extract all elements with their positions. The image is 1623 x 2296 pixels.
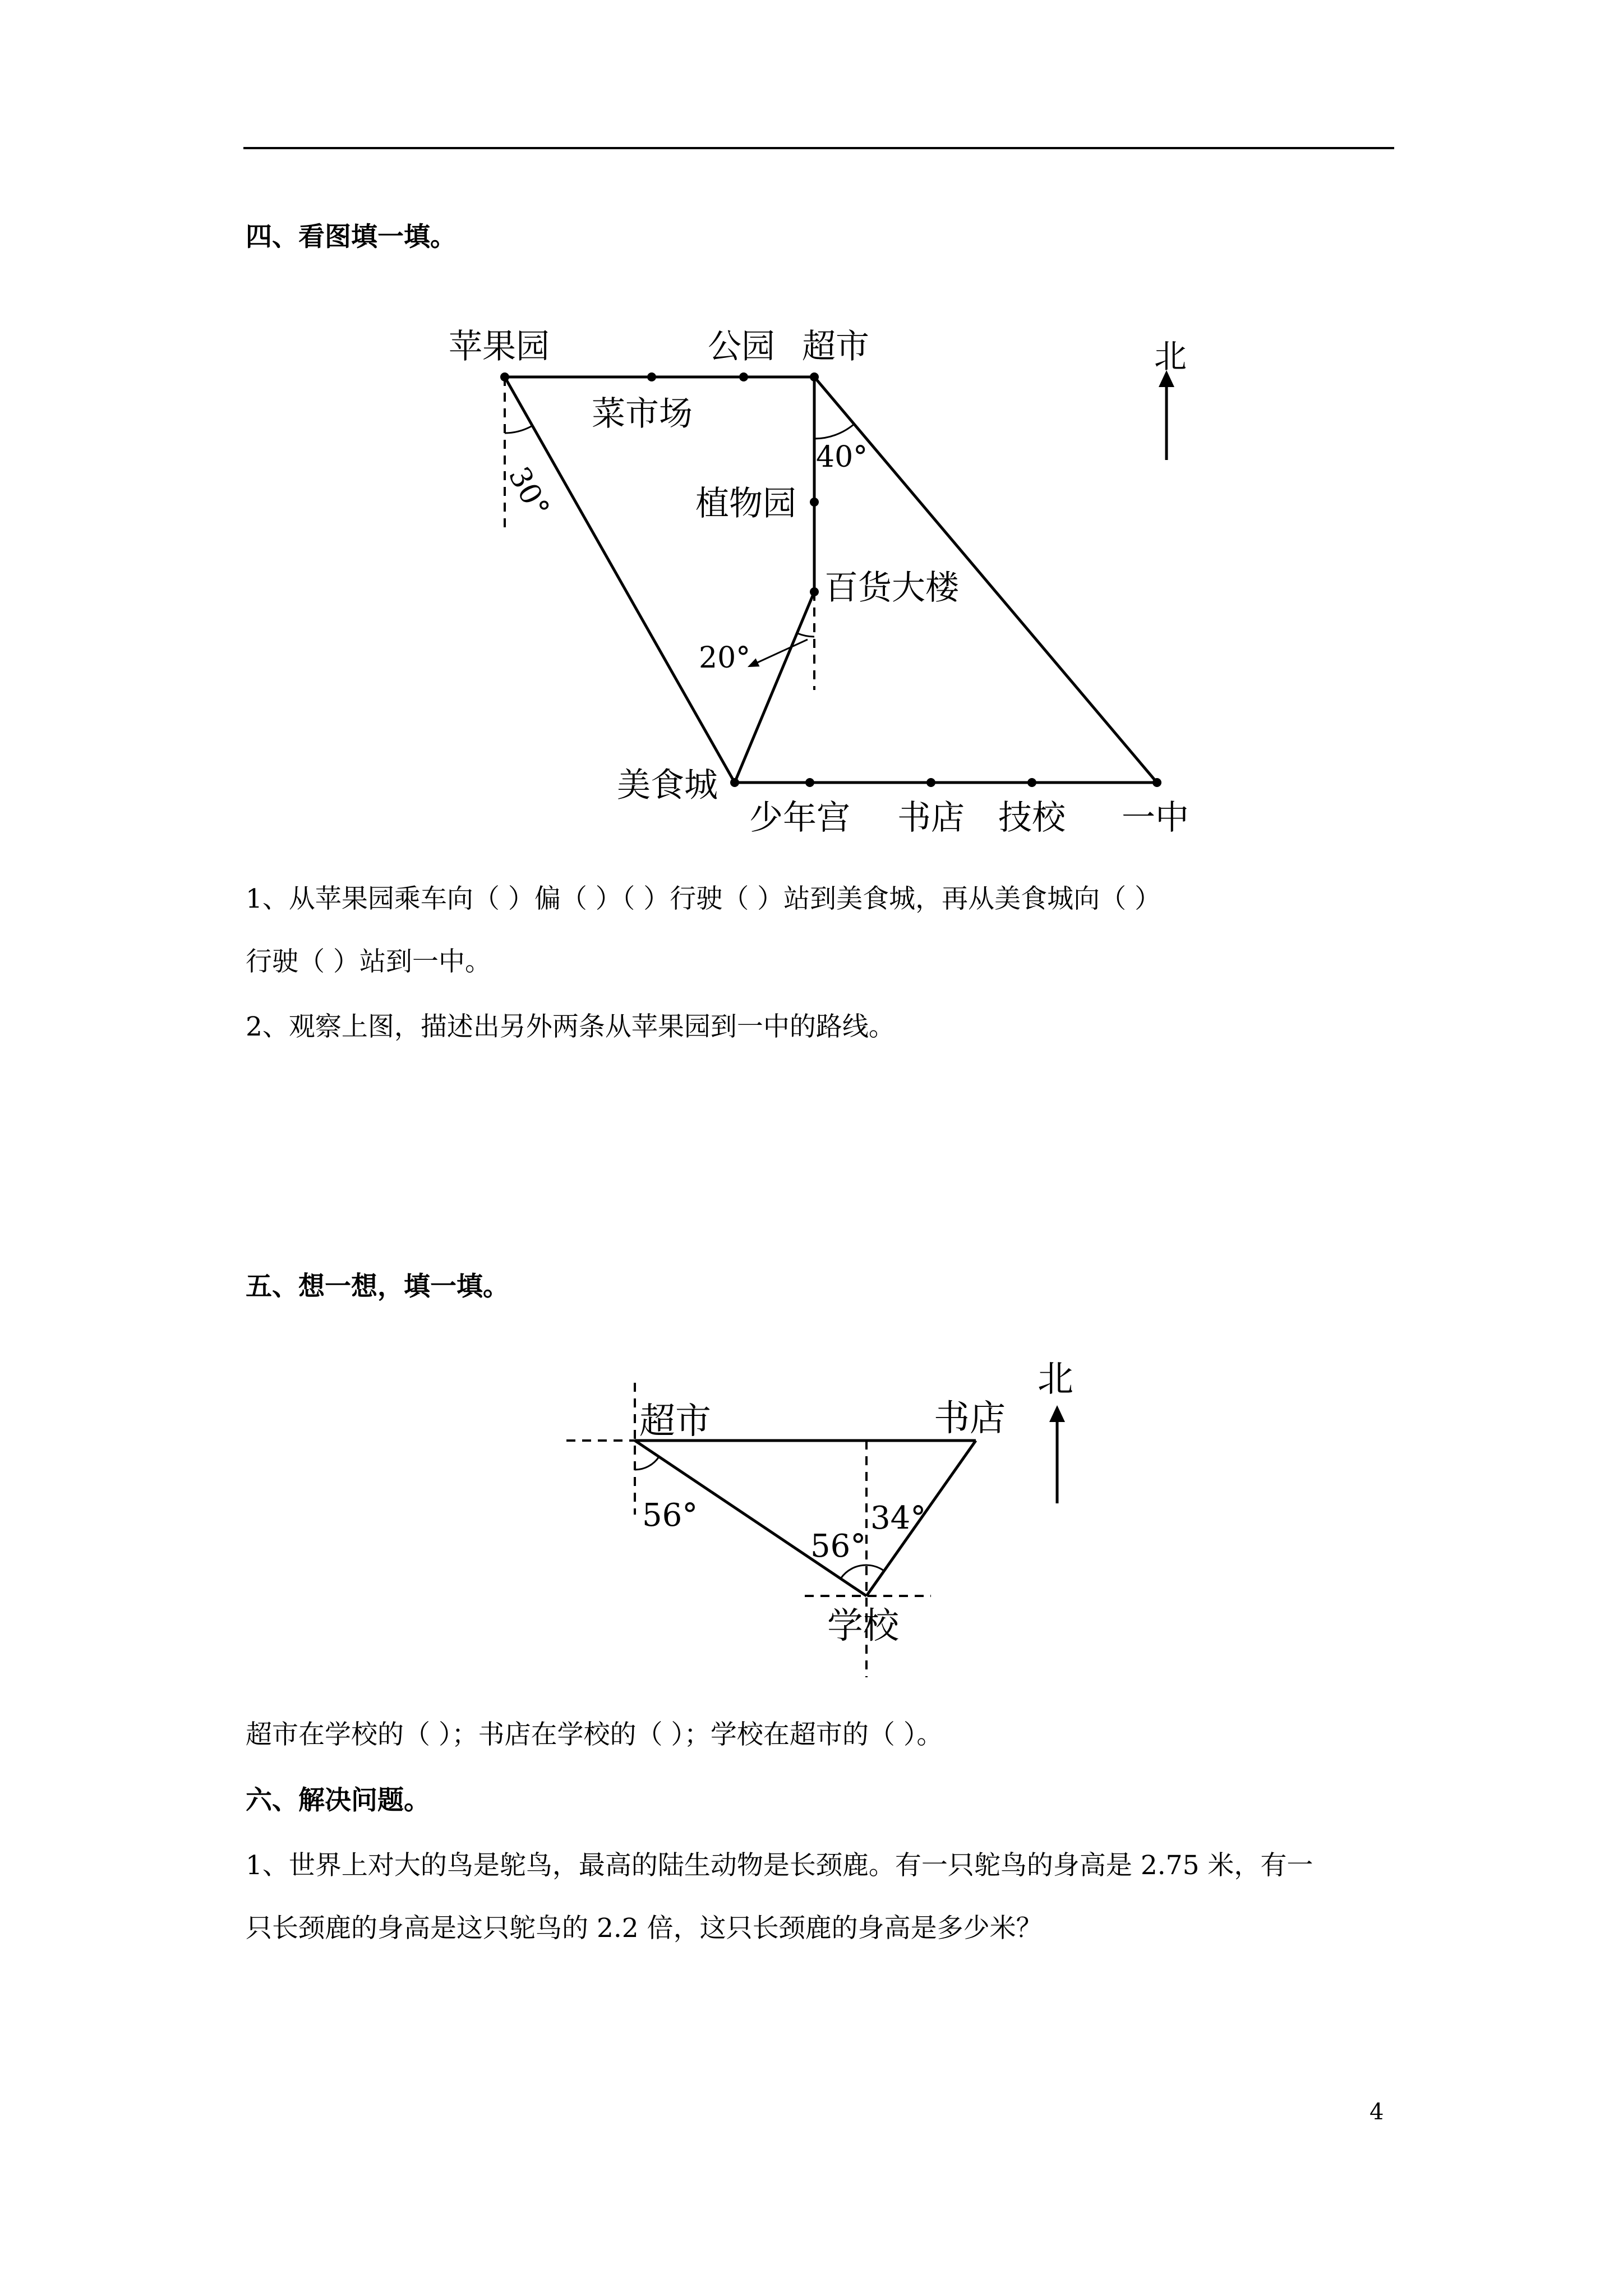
label-food-city: 美食城: [617, 766, 718, 805]
super-angle-arc: [635, 1457, 659, 1470]
label-supermarket-2: 超市: [639, 1401, 711, 1442]
angle-school-34: 34°: [870, 1500, 926, 1536]
school-left-arc: [841, 1565, 866, 1579]
label-apple-orchard: 苹果园: [449, 327, 550, 366]
label-botanical-garden: 植物园: [695, 484, 796, 523]
s4-question1-line2: 行驶（ ）站到一中。: [246, 946, 491, 977]
label-bookstore: 书店: [897, 798, 965, 838]
angle-super-56: 56°: [642, 1497, 698, 1534]
north-label-2: 北: [1038, 1359, 1073, 1400]
label-bookstore-2: 书店: [934, 1398, 1006, 1439]
angle-super-40: 40°: [816, 440, 868, 474]
section6-heading: 六、解决问题。: [246, 1785, 430, 1816]
north-arrow-head-2: [1049, 1405, 1065, 1422]
angle-apple-30: 30°: [501, 461, 556, 523]
label-department-store: 百货大楼: [824, 568, 959, 608]
label-park: 公园: [708, 327, 775, 366]
label-childrens-palace: 少年宫: [749, 798, 850, 838]
page-number: 4: [1370, 2099, 1384, 2125]
label-school: 学校: [827, 1605, 899, 1647]
angle-store-20: 20°: [699, 641, 751, 675]
label-no1-middle-school: 一中: [1122, 798, 1189, 838]
s6-question1-line1: 1、世界上对大的鸟是鸵鸟，最高的陆生动物是长颈鹿。有一只鸵鸟的身高是 2.75 米，有一: [246, 1850, 1313, 1881]
s5-answer-line: 超市在学校的（ ）；书店在学校的（ ）；学校在超市的（ ）。: [246, 1719, 943, 1750]
section4-heading: 四、看图填一填。: [246, 222, 457, 252]
s4-question1-line1: 1、从苹果园乘车向（ ）偏（ ）（ ）行驶（ ）站到美食城，再从美食城向（ ）: [246, 884, 1161, 914]
angle-school-56: 56°: [810, 1528, 866, 1565]
s4-question2: 2、观察上图，描述出另外两条从苹果园到一中的路线。: [246, 1011, 895, 1042]
label-supermarket: 超市: [802, 327, 869, 366]
s6-question1-line2: 只长颈鹿的身高是这只鸵鸟的 2.2 倍，这只长颈鹿的身高是多少米？: [246, 1913, 1043, 1944]
label-tech-school: 技校: [998, 798, 1066, 838]
section5-heading: 五、想一想，填一填。: [246, 1271, 509, 1302]
label-vegetable-market: 菜市场: [592, 394, 693, 434]
north-label: 北: [1154, 337, 1187, 375]
school-right-arc: [866, 1565, 884, 1571]
